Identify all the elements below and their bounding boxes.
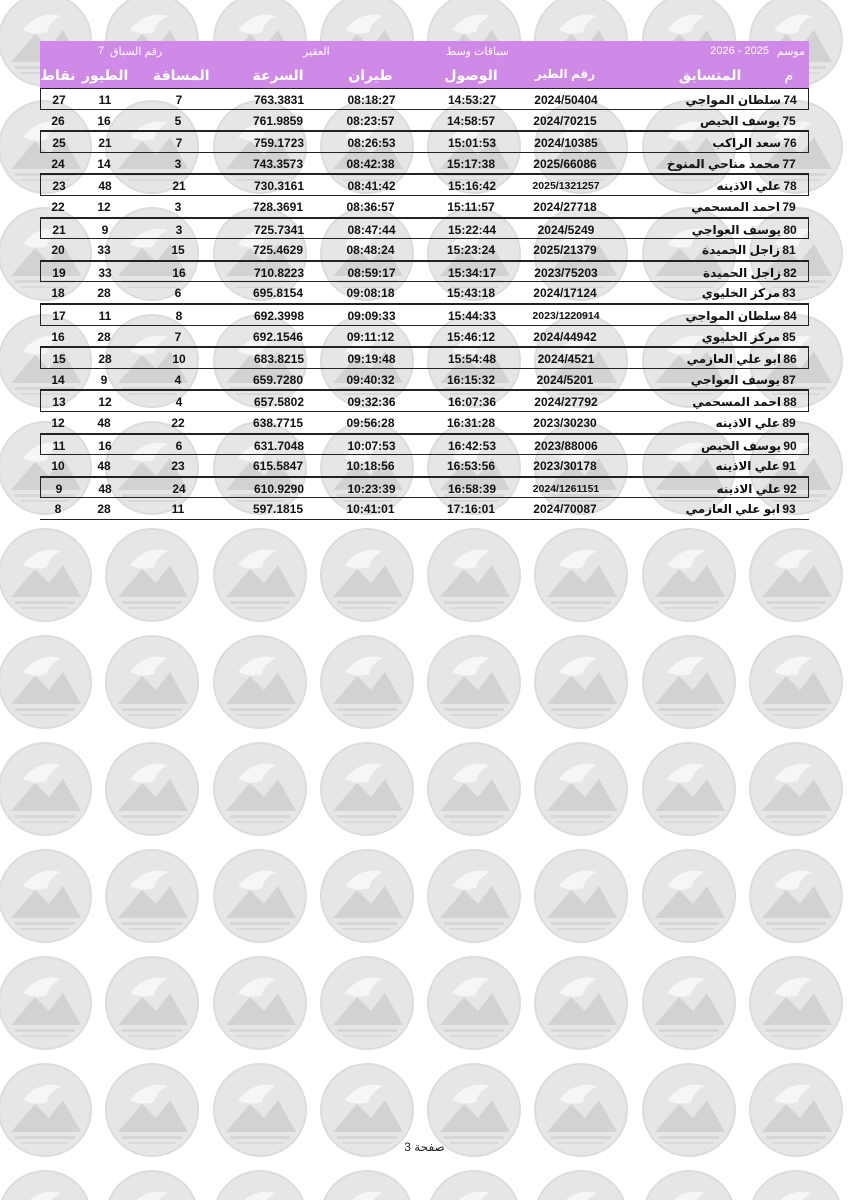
table-row [40, 196, 809, 218]
row-number-cell: 83 [782, 286, 796, 301]
speed-cell: 761.9859 [252, 113, 304, 128]
pigeon-club-emblem-icon [535, 743, 627, 835]
season-label: موسم [776, 46, 805, 58]
distance-cell: 7 [174, 329, 182, 344]
pigeon-club-emblem-icon [750, 529, 842, 621]
pigeon-club-emblem-icon [106, 957, 198, 1049]
points-cell: 26 [51, 113, 65, 128]
participant-cell: ابو علي العازمي [686, 352, 781, 367]
participant-cell: مركز الخليوي [701, 286, 780, 301]
arrival-time-cell: 15:43:18 [446, 286, 496, 301]
ring-number-cell: 2024/70215 [533, 113, 597, 128]
participant-cell: سلطان المواجي [685, 93, 781, 107]
distance-cell: 7 [175, 136, 183, 151]
birds-cell: 16 [98, 438, 112, 453]
ring-number-cell: 2024/10385 [534, 136, 598, 151]
speed-cell: 763.3831 [253, 93, 305, 107]
distance-cell: 24 [172, 481, 186, 496]
table-row [40, 218, 809, 240]
table-row [40, 261, 809, 283]
birds-cell: 14 [97, 156, 111, 171]
flight-time-cell: 09:11:12 [346, 329, 395, 344]
row-number-cell: 89 [782, 415, 796, 430]
pigeon-club-emblem-icon [428, 529, 520, 621]
flight-time-cell: 08:59:17 [347, 265, 396, 280]
points-cell: 16 [51, 329, 65, 344]
birds-cell: 28 [97, 286, 111, 301]
col-arrival: الوصول [444, 67, 498, 83]
flight-time-cell: 08:36:57 [346, 199, 395, 214]
flight-time-cell: 10:18:56 [346, 459, 395, 474]
race-category: سباقات وسط [446, 46, 509, 58]
speed-cell: 725.7341 [253, 222, 305, 237]
participant-cell: احمد المسحمي [692, 395, 781, 410]
flight-time-cell: 09:56:28 [346, 415, 395, 430]
table-row [40, 239, 809, 261]
arrival-time-cell: 15:54:48 [447, 352, 497, 367]
distance-cell: 16 [172, 265, 186, 280]
arrival-time-cell: 14:58:57 [446, 113, 496, 128]
points-cell: 10 [51, 459, 65, 474]
ring-number-cell: 2024/44942 [533, 329, 597, 344]
points-cell: 9 [55, 481, 63, 496]
participant-cell: زاجل الحميدة [702, 243, 780, 258]
participant-cell: احمد المسحمي [691, 199, 780, 214]
table-row [40, 347, 809, 369]
ring-number-cell: 2024/17124 [533, 286, 597, 301]
ring-number-cell: 2023/88006 [534, 438, 598, 453]
row-number-cell: 80 [783, 222, 797, 237]
arrival-time-cell: 16:31:28 [446, 415, 496, 430]
participant-cell: مركز الخليوي [701, 329, 780, 344]
results-rows [40, 88, 809, 520]
pigeon-club-emblem-icon [0, 529, 91, 621]
distance-cell: 3 [174, 156, 182, 171]
birds-cell: 48 [97, 415, 111, 430]
arrival-time-cell: 16:15:32 [446, 372, 496, 387]
distance-cell: 6 [175, 438, 183, 453]
ring-number-cell: 2024/1261151 [532, 482, 600, 495]
flight-time-cell: 09:40:32 [346, 372, 395, 387]
column-headers [40, 62, 809, 88]
participant-cell: علي الاذينه [715, 459, 780, 474]
pigeon-club-emblem-icon [750, 743, 842, 835]
speed-cell: 615.5847 [252, 459, 304, 474]
pigeon-club-emblem-icon [428, 1171, 520, 1200]
pigeon-club-emblem-icon [643, 1171, 735, 1200]
pigeon-club-emblem-icon [535, 529, 627, 621]
distance-cell: 22 [171, 415, 185, 430]
pigeon-club-emblem-icon [321, 957, 413, 1049]
race-info-bar [40, 41, 809, 62]
points-cell: 24 [51, 156, 65, 171]
distance-cell: 8 [175, 308, 183, 323]
flight-time-cell: 09:09:33 [347, 308, 396, 323]
flight-time-cell: 09:32:36 [347, 395, 396, 410]
pigeon-club-emblem-icon [321, 529, 413, 621]
birds-cell: 48 [97, 459, 111, 474]
row-number-cell: 82 [783, 265, 797, 280]
participant-cell: يوسف الحيص [701, 438, 781, 453]
table-row [40, 131, 809, 153]
distance-cell: 3 [175, 222, 183, 237]
col-speed: السرعة [252, 67, 304, 83]
row-number-cell: 84 [783, 308, 797, 323]
table-row [40, 110, 809, 132]
ring-number-cell: 2024/4521 [537, 352, 595, 367]
row-number-cell: 75 [782, 113, 796, 128]
row-number-cell: 79 [782, 199, 796, 214]
col-points: نقاط [40, 67, 76, 83]
flight-time-cell: 10:41:01 [346, 502, 395, 517]
results-sheet [40, 41, 809, 520]
participant-cell: يوسف العواجي [690, 372, 780, 387]
row-number-cell: 93 [782, 502, 796, 517]
participant-cell: علي الاذينه [716, 481, 781, 496]
pigeon-club-emblem-icon [106, 1171, 198, 1200]
table-row [40, 282, 809, 304]
distance-cell: 11 [171, 502, 185, 517]
flight-time-cell: 08:47:44 [347, 222, 396, 237]
pigeon-club-emblem-icon [428, 636, 520, 728]
table-row [40, 369, 809, 391]
col-participant: المتسابق [678, 67, 742, 83]
arrival-time-cell: 14:53:27 [447, 93, 497, 107]
arrival-time-cell: 15:11:57 [447, 199, 495, 214]
ring-number-cell: 2024/27792 [534, 395, 598, 410]
participant-cell: سلطان المواجي [685, 308, 781, 323]
ring-number-cell: 2023/30230 [533, 415, 597, 430]
flight-time-cell: 10:07:53 [347, 438, 396, 453]
distance-cell: 3 [174, 199, 182, 214]
arrival-time-cell: 15:23:24 [446, 243, 496, 258]
table-row [40, 304, 809, 326]
ring-number-cell: 2024/5201 [536, 372, 594, 387]
pigeon-club-emblem-icon [321, 636, 413, 728]
speed-cell: 730.3161 [253, 179, 305, 194]
birds-cell: 33 [97, 243, 111, 258]
ring-number-cell: 2024/27718 [533, 199, 597, 214]
pigeon-club-emblem-icon [535, 636, 627, 728]
table-row [40, 477, 809, 499]
row-number-cell: 92 [783, 481, 797, 496]
distance-cell: 4 [175, 395, 183, 410]
speed-cell: 692.1546 [252, 329, 304, 344]
distance-cell: 15 [171, 243, 185, 258]
pigeon-club-emblem-icon [0, 1171, 91, 1200]
row-number-cell: 87 [782, 372, 796, 387]
points-cell: 17 [52, 308, 66, 323]
row-number-cell: 85 [782, 329, 796, 344]
arrival-time-cell: 15:01:53 [447, 136, 497, 151]
pigeon-club-emblem-icon [428, 957, 520, 1049]
pigeon-club-emblem-icon [0, 636, 91, 728]
flight-time-cell: 08:42:38 [346, 156, 395, 171]
pigeon-club-emblem-icon [214, 957, 306, 1049]
pigeon-club-emblem-icon [0, 743, 91, 835]
speed-cell: 683.8215 [253, 352, 305, 367]
race-number: 7 [98, 45, 105, 57]
pigeon-club-emblem-icon [0, 957, 91, 1049]
ring-number-cell: 2025/1321257 [532, 180, 600, 193]
arrival-time-cell: 15:17:38 [446, 156, 496, 171]
arrival-time-cell: 16:07:36 [447, 395, 497, 410]
distance-cell: 4 [174, 372, 182, 387]
table-row [40, 498, 809, 520]
pigeon-club-emblem-icon [643, 850, 735, 942]
table-row [40, 326, 809, 348]
pigeon-club-emblem-icon [106, 850, 198, 942]
arrival-time-cell: 15:16:42 [447, 179, 497, 194]
pigeon-club-emblem-icon [0, 850, 91, 942]
points-cell: 20 [51, 243, 65, 258]
points-cell: 13 [52, 395, 66, 410]
participant-cell: ابو علي العازمي [685, 502, 780, 517]
speed-cell: 759.1723 [253, 136, 305, 151]
points-cell: 8 [54, 502, 62, 517]
pigeon-club-emblem-icon [643, 957, 735, 1049]
table-row [40, 88, 809, 110]
distance-cell: 10 [172, 352, 186, 367]
flight-time-cell: 09:19:48 [347, 352, 396, 367]
points-cell: 23 [52, 179, 66, 194]
flight-time-cell: 08:41:42 [347, 179, 396, 194]
ring-number-cell: 2024/50404 [534, 93, 598, 107]
ring-number-cell: 2023/75203 [534, 265, 598, 280]
participant-cell: سعد الراكب [712, 136, 781, 151]
distance-cell: 21 [172, 179, 186, 194]
table-row [40, 455, 809, 477]
participant-cell: علي الاذينه [716, 179, 781, 194]
flight-time-cell: 09:08:18 [346, 286, 395, 301]
distance-cell: 5 [174, 113, 182, 128]
pigeon-club-emblem-icon [643, 743, 735, 835]
pigeon-club-emblem-icon [750, 957, 842, 1049]
birds-cell: 28 [97, 329, 111, 344]
distance-cell: 23 [171, 459, 185, 474]
speed-cell: 695.8154 [252, 286, 304, 301]
points-cell: 11 [52, 438, 66, 453]
row-number-cell: 78 [783, 179, 797, 194]
pigeon-club-emblem-icon [750, 636, 842, 728]
flight-time-cell: 08:23:57 [346, 113, 395, 128]
row-number-cell: 74 [783, 93, 797, 107]
ring-number-cell: 2025/66086 [533, 156, 597, 171]
participant-cell: علي الاذينه [715, 415, 780, 430]
table-row [40, 174, 809, 196]
speed-cell: 692.3998 [253, 308, 305, 323]
points-cell: 25 [52, 136, 66, 151]
speed-cell: 710.8223 [253, 265, 305, 280]
season-value: 2026 - 2025 [710, 45, 769, 57]
pigeon-club-emblem-icon [106, 636, 198, 728]
points-cell: 18 [51, 286, 65, 301]
points-cell: 19 [52, 265, 66, 280]
speed-cell: 743.3573 [252, 156, 304, 171]
pigeon-club-emblem-icon [643, 529, 735, 621]
flight-time-cell: 08:48:24 [346, 243, 395, 258]
arrival-time-cell: 16:58:39 [447, 481, 497, 496]
birds-cell: 28 [98, 352, 112, 367]
speed-cell: 631.7048 [253, 438, 305, 453]
points-cell: 27 [52, 93, 66, 107]
table-row [40, 412, 809, 434]
table-row [40, 153, 809, 175]
pigeon-club-emblem-icon [535, 1171, 627, 1200]
table-row [40, 434, 809, 456]
row-number-cell: 88 [783, 395, 797, 410]
arrival-time-cell: 15:46:12 [446, 329, 496, 344]
ring-number-cell: 2023/30178 [533, 459, 597, 474]
participant-cell: زاجل الحميدة [703, 265, 781, 280]
birds-cell: 9 [101, 222, 109, 237]
birds-cell: 11 [98, 93, 112, 107]
points-cell: 14 [51, 372, 65, 387]
birds-cell: 12 [97, 199, 111, 214]
participant-cell: يوسف العواجي [691, 222, 781, 237]
points-cell: 22 [51, 199, 65, 214]
speed-cell: 638.7715 [252, 415, 304, 430]
flight-time-cell: 08:26:53 [347, 136, 396, 151]
table-row [40, 390, 809, 412]
birds-cell: 9 [100, 372, 108, 387]
pigeon-club-emblem-icon [428, 743, 520, 835]
pigeon-club-emblem-icon [214, 850, 306, 942]
participant-cell: محمد مناحي المنوخ [666, 156, 780, 171]
row-number-cell: 91 [782, 459, 796, 474]
birds-cell: 16 [97, 113, 111, 128]
pigeon-club-emblem-icon [321, 1171, 413, 1200]
birds-cell: 21 [98, 136, 112, 151]
pigeon-club-emblem-icon [214, 636, 306, 728]
flight-time-cell: 10:23:39 [347, 481, 396, 496]
speed-cell: 597.1815 [252, 502, 304, 517]
row-number-cell: 77 [782, 156, 796, 171]
arrival-time-cell: 15:34:17 [447, 265, 497, 280]
col-ring: رقم الطير [534, 67, 596, 81]
pigeon-club-emblem-icon [321, 743, 413, 835]
row-number-cell: 90 [783, 438, 797, 453]
row-number-cell: 76 [783, 136, 797, 151]
distance-cell: 6 [174, 286, 182, 301]
pigeon-club-emblem-icon [214, 529, 306, 621]
arrival-time-cell: 15:44:33 [447, 308, 497, 323]
row-number-cell: 86 [783, 352, 797, 367]
pigeon-club-emblem-icon [643, 636, 735, 728]
points-cell: 12 [51, 415, 65, 430]
pigeon-club-emblem-icon [106, 743, 198, 835]
arrival-time-cell: 15:22:44 [447, 222, 497, 237]
birds-cell: 28 [97, 502, 111, 517]
col-distance: المسافة [153, 67, 210, 83]
birds-cell: 11 [98, 308, 112, 323]
row-number-cell: 81 [782, 243, 796, 258]
arrival-time-cell: 16:42:53 [447, 438, 497, 453]
page-number: صفحة 3 [404, 1140, 445, 1154]
ring-number-cell: 2023/1220914 [532, 309, 600, 322]
pigeon-club-emblem-icon [535, 957, 627, 1049]
points-cell: 15 [52, 352, 66, 367]
ring-number-cell: 2024/70087 [533, 502, 597, 517]
birds-cell: 12 [98, 395, 112, 410]
speed-cell: 610.9290 [253, 481, 305, 496]
col-flight: طيران [348, 67, 393, 83]
pigeon-club-emblem-icon [750, 850, 842, 942]
pigeon-club-emblem-icon [750, 1171, 842, 1200]
pigeon-club-emblem-icon [535, 850, 627, 942]
distance-cell: 7 [175, 93, 183, 107]
arrival-time-cell: 17:16:01 [446, 502, 496, 517]
speed-cell: 725.4629 [252, 243, 304, 258]
pigeon-club-emblem-icon [428, 850, 520, 942]
speed-cell: 659.7280 [252, 372, 304, 387]
race-number-label: رقم السباق [110, 46, 163, 58]
arrival-time-cell: 16:53:56 [446, 459, 496, 474]
pigeon-club-emblem-icon [214, 1171, 306, 1200]
pigeon-club-emblem-icon [321, 850, 413, 942]
col-number: م [784, 67, 794, 83]
birds-cell: 33 [98, 265, 112, 280]
flight-time-cell: 08:18:27 [347, 93, 396, 107]
birds-cell: 48 [98, 481, 112, 496]
points-cell: 21 [52, 222, 66, 237]
participant-cell: يوسف الحيص [700, 113, 780, 128]
speed-cell: 728.3691 [252, 199, 304, 214]
speed-cell: 657.5802 [253, 395, 305, 410]
col-birds: الطيور [82, 67, 129, 83]
ring-number-cell: 2024/5249 [537, 222, 595, 237]
pigeon-club-emblem-icon [214, 743, 306, 835]
race-location: العقير [303, 46, 330, 58]
ring-number-cell: 2025/21379 [533, 243, 597, 258]
pigeon-club-emblem-icon [106, 529, 198, 621]
birds-cell: 48 [98, 179, 112, 194]
